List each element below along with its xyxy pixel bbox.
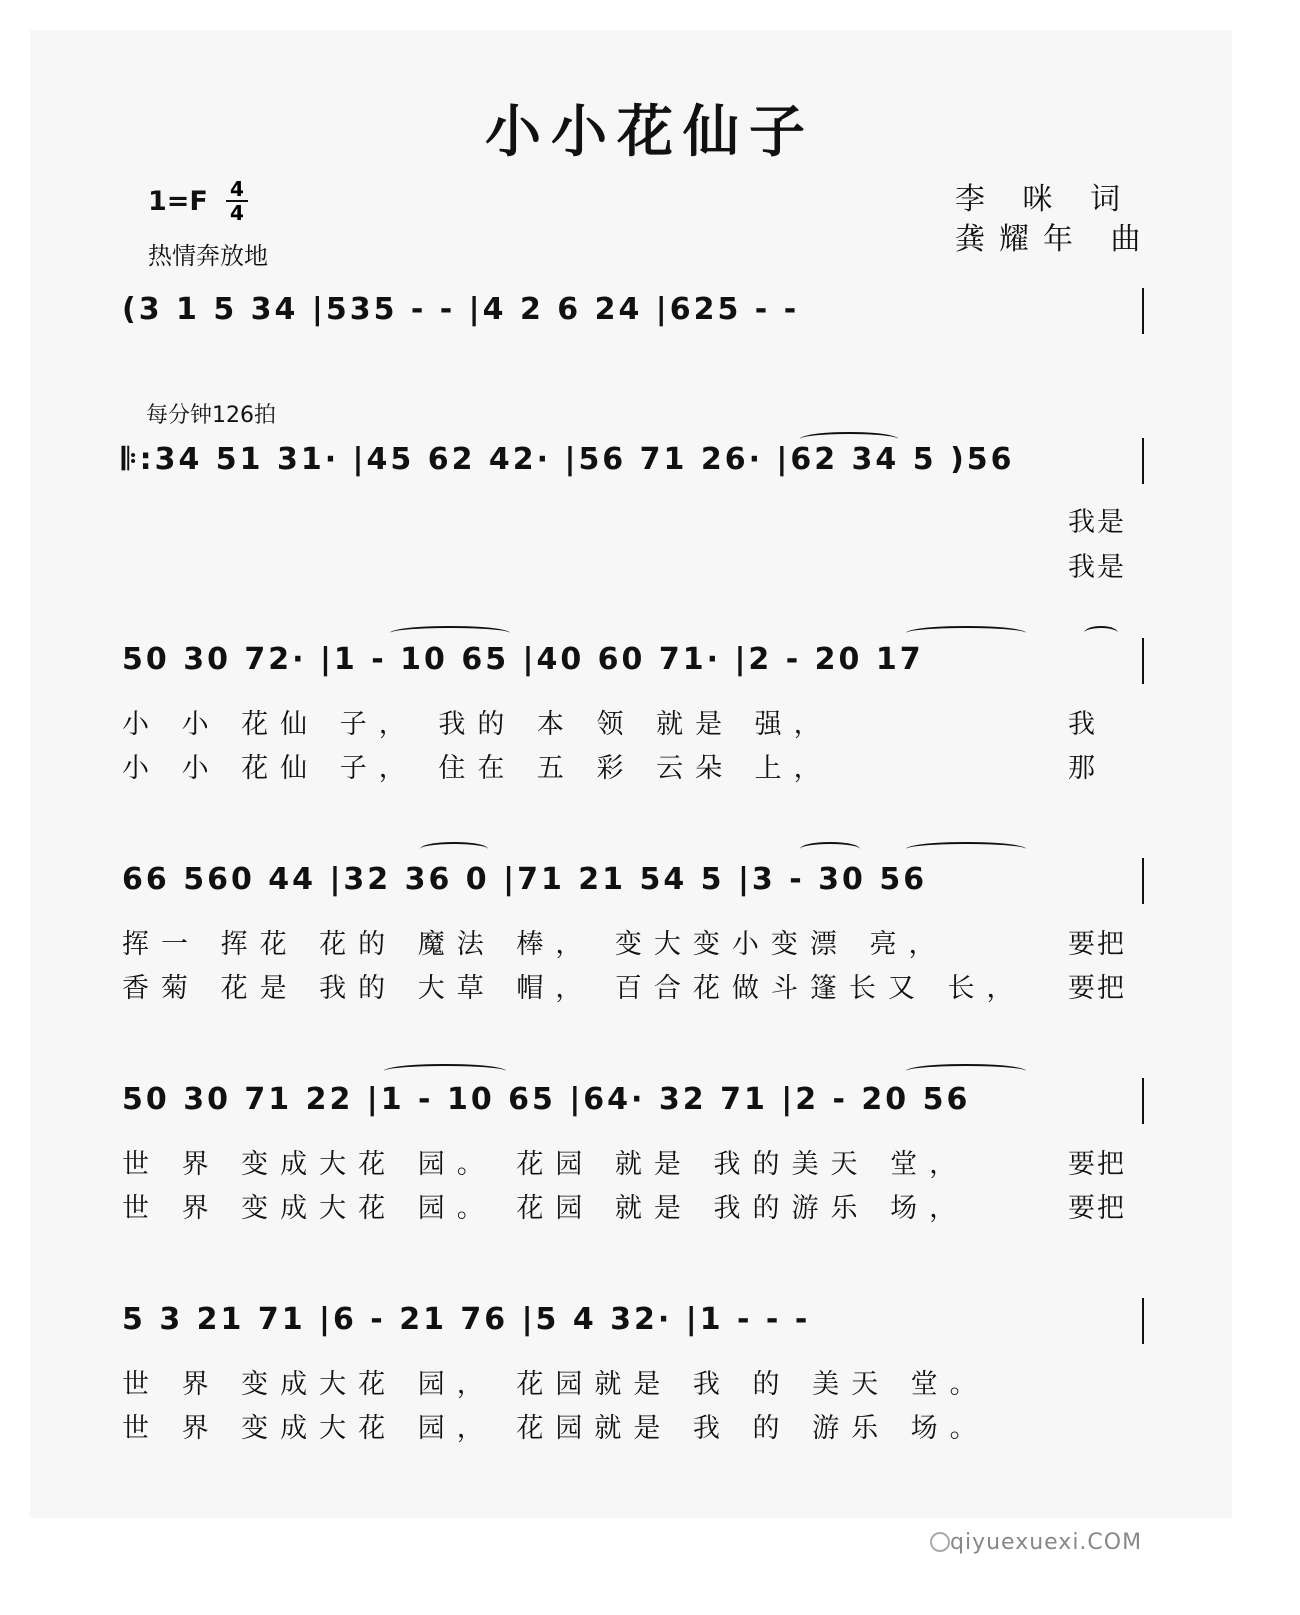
- barline: [1142, 1078, 1144, 1124]
- lyric-line4-v1: 挥一 挥花 花的 魔法 棒， 变大变小变漂 亮，: [122, 929, 948, 960]
- lyric-line5-v1-end: 要把: [1068, 1149, 1126, 1180]
- lyric-line3-v2: 小 小 花仙 子， 住在 五 彩 云朵 上，: [122, 753, 833, 784]
- tie: [384, 1064, 506, 1078]
- staff-line-6: 5 3 21 71 |6 - 21 76 |5 4 32· |1 - - -: [122, 1302, 811, 1337]
- lyric-line3-v1-end: 我: [1068, 709, 1097, 740]
- barline: [1142, 438, 1144, 484]
- lyric-line3-v1: 小 小 花仙 子， 我的 本 领 就是 强，: [122, 709, 833, 740]
- tempo-marking: 每分钟126拍: [146, 403, 276, 428]
- barline: [1142, 858, 1144, 904]
- lyric-pickup-v2: 我是: [1068, 552, 1126, 583]
- lyric-line4-v2-end: 要把: [1068, 973, 1126, 1004]
- expression-marking: 热情奔放地: [148, 242, 268, 270]
- lyricist-credit: 李 咪 词: [955, 182, 1135, 217]
- lyric-line4-v1-end: 要把: [1068, 929, 1126, 960]
- tie: [906, 626, 1026, 640]
- slur: [1084, 626, 1118, 640]
- staff-line-4: 66 560 44 |32 36 0 |71 21 54 5 |3 - 30 56: [122, 862, 928, 897]
- staff-line-2: 𝄆:34 51 31· |45 62 42· |56 71 26· |62 34 5 )56: [122, 442, 1015, 477]
- lyric-line6-v1: 世 界 变成大花 园， 花园就是 我 的 美天 堂。: [122, 1369, 989, 1400]
- staff-line-3: 50 30 72· |1 - 10 65 |40 60 71· |2 - 20 17: [122, 642, 924, 677]
- barline: [1142, 1298, 1144, 1344]
- barline: [1142, 288, 1144, 334]
- tie: [800, 432, 898, 446]
- staff-line-5: 50 30 71 22 |1 - 10 65 |64· 32 71 |2 - 20 56: [122, 1082, 971, 1117]
- tie: [800, 842, 860, 856]
- song-title: 小小花仙子: [485, 99, 815, 165]
- lyric-line5-v2-end: 要把: [1068, 1193, 1126, 1224]
- tie: [906, 842, 1026, 856]
- barline: [1142, 638, 1144, 684]
- lyric-pickup-v1: 我是: [1068, 507, 1126, 538]
- staff-line-1: (3 1 5 34 |535 - - |4 2 6 24 |625 - -: [122, 292, 800, 327]
- lyric-line5-v2: 世 界 变成大花 园。 花园 就是 我的游乐 场，: [122, 1193, 969, 1224]
- time-signature: 4 4: [226, 178, 248, 224]
- tie: [906, 1064, 1026, 1078]
- lyric-line5-v1: 世 界 变成大花 园。 花园 就是 我的美天 堂，: [122, 1149, 969, 1180]
- composer-credit: 龚耀年 曲: [955, 222, 1155, 257]
- lyric-line3-v2-end: 那: [1068, 753, 1097, 784]
- lyric-line4-v2: 香菊 花是 我的 大草 帽， 百合花做斗篷长又 长，: [122, 973, 1026, 1004]
- watermark-logo-icon: [930, 1532, 950, 1552]
- watermark: qiyuexuexi.COM: [950, 1530, 1143, 1555]
- tie: [420, 842, 488, 856]
- lyric-line6-v2: 世 界 变成大花 园， 花园就是 我 的 游乐 场。: [122, 1413, 989, 1444]
- key-signature: 1=F: [148, 186, 208, 217]
- tie: [390, 626, 510, 640]
